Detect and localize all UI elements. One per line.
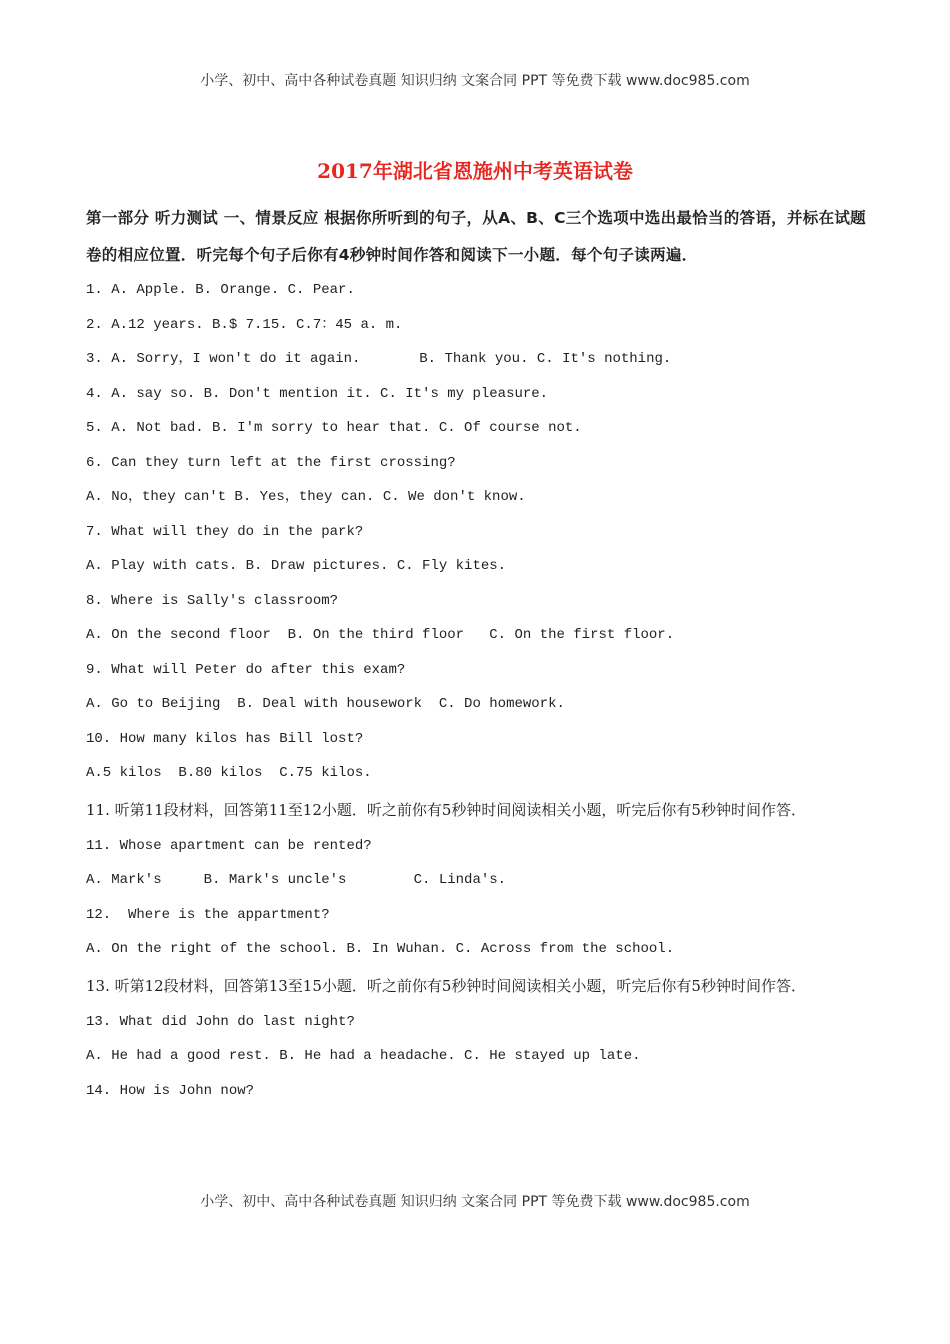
document-title: 2017年湖北省恩施州中考英语试卷 [317,159,633,183]
question-line: A. No，they can't B. Yes，they can. C. We don't know. [86,489,526,505]
listening-instruction: 11. 听第11段材料，回答第11至12小题．听之前你有5秒钟时间阅读相关小题，听完后你有5秒钟时间作答． [86,800,806,819]
question-line: A. Go to Beijing B. Deal with housework C. Do homework. [86,696,565,712]
question-line: 4. A. say so. B. Don't mention it. C. It's my pleasure. [86,385,549,402]
question-line: 9. What will Peter do after this exam? [86,661,406,678]
question-line: A. On the right of the school. B. In Wuhan. C. Across from the school. [86,941,675,957]
question-line: 13. What did John do last night? [86,1013,355,1030]
question-list [86,273,876,1108]
question-line: A. Play with cats. B. Draw pictures. C. Fly kites. [86,558,507,574]
question-line: 5. A. Not bad. B. I'm sorry to hear that. C. Of course not. [86,420,582,436]
question-line: 3. A. Sorry，I won't do it again. B. Thank you. C. It's nothing. [86,351,672,367]
question-line: A. He had a good rest. B. He had a headache. C. He stayed up late. [86,1048,641,1064]
question-line: 12. Where is the appartment? [86,906,330,923]
question-line: 7. What will they do in the park? [86,523,364,540]
question-line: 8. Where is Sally's classroom? [86,592,339,609]
page-footer: 小学、初中、高中各种试卷真题 知识归纳 文案合同 PPT 等免费下载 www.doc985.com [200,1194,750,1210]
question-line: 11. Whose apartment can be rented? [86,837,372,854]
question-line: A. Mark's B. Mark's uncle's C. Linda's. [86,872,507,888]
question-line: 10. How many kilos has Bill lost? [86,730,364,747]
question-line: A. On the second floor B. On the third floor C. On the first floor. [86,627,675,643]
page-header: 小学、初中、高中各种试卷真题 知识归纳 文案合同 PPT 等免费下载 www.doc985.com [200,73,750,89]
question-line: 14. How is John now? [86,1082,255,1099]
listening-instruction: 13. 听第12段材料，回答第13至15小题．听之前你有5秒钟时间阅读相关小题，听完后你有5秒钟时间作答． [86,976,806,995]
question-line: 2. A.12 years. B.$ 7.15. C.7：45 a. m. [86,316,403,333]
question-line: A.5 kilos B.80 kilos C.75 kilos. [86,765,372,781]
question-line: 1. A. Apple. B. Orange. C. Pear. [86,282,355,298]
question-line: 6. Can they turn left at the first crossing? [86,454,456,471]
section-instructions: 第一部分 听力测试 一、情景反应 根据你所听到的句子，从A、B、C三个选项中选出最恰当的答语，并标在试题卷的相应位置．听完每个句子后你有4秒钟时间作答和阅读下一小题．每个句子读两遍． [86,209,866,264]
